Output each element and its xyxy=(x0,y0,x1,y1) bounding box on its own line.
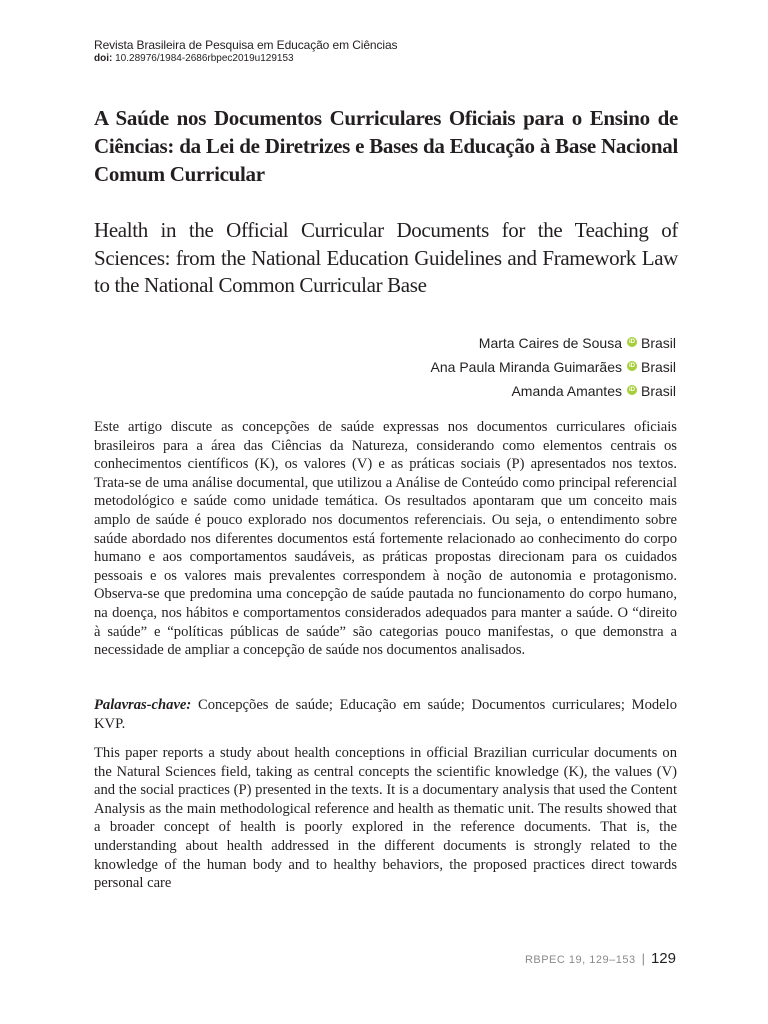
abstract-english: This paper reports a study about health conceptions in official Brazilian curricular documents on the Natural Sciences field, taking as central concepts the scientific knowledge (K), the values (V) and the social practices (P) presented in the texts. It is a documentary analysis that used the Content Analysis as the main methodological reference and health as thematic unit. The results showed that a broader concept of health is poorly explored in the reference documents. That is, the understanding about health addressed in the different documents is strongly related to the knowledge of the human body and to healthy behaviors, the proposed practices direct towards personal care xyxy=(94,745,677,892)
page-number: 129 xyxy=(650,950,676,967)
abstract-portuguese: Este artigo discute as concepções de saúde expressas nos documentos curriculares oficiais brasileiros para a área das Ciências da Natureza, considerando como elementos centrais os conhecimentos científicos (K), os valores (V) e as práticas sociais (P) apresentados nos textos. Trata-se de uma análise documental, que utilizou a Análise de Conteúdo como principal referencial metodológico e saúde como unidade temática. Os resultados apontaram que um conceito mais amplo de saúde é pouco explorado nos documentos referenciais. Ou seja, o entendimento sobre saúde abordado nos diferentes documentos está fortemente relacionado ao conhecimento do corpo humano e aos comportamentos saudáveis, as práticas propostas direcionam para os cuidados pessoais e os valores mais prevalentes correspondem à noção de autonomia e protagonismo. Observa-se que predomina uma concepção de saúde pautada no funcionamento do corpo humano, na doença, nos hábitos e comportamentos considerados adequados para manter a saúde. O “direito à saúde” e “políticas públicas de saúde” são categorias pouco manifestas, o que demonstra a necessidade de ampliar a concepção de saúde nos documentos analisados. xyxy=(94,419,677,659)
author-name: Marta Caires de Sousa xyxy=(478,335,622,351)
footer-separator: | xyxy=(641,951,645,966)
author-name: Amanda Amantes xyxy=(511,383,622,399)
journal-name: Revista Brasileira de Pesquisa em Educação em Ciências xyxy=(94,38,398,52)
orcid-icon[interactable]: iD xyxy=(628,339,635,345)
title-portuguese: A Saúde nos Documentos Curriculares Oficiais para o Ensino de Ciências: da Lei de Diretrizes e Bases da Educação à Base Nacional Comum Curricular xyxy=(94,106,678,186)
keywords xyxy=(94,696,677,733)
footer-journal-ref: RBPEC 19, 129–153 xyxy=(524,954,636,966)
author-1 xyxy=(431,331,676,355)
doi-label: doi: xyxy=(94,53,113,64)
author-3 xyxy=(431,379,676,403)
author-country: Brasil xyxy=(640,359,676,375)
page-footer xyxy=(525,950,676,968)
author-country: Brasil xyxy=(640,383,676,399)
doi-link[interactable]: 10.28976/1984-2686rbpec2019u129153 xyxy=(115,53,294,64)
orcid-icon[interactable]: iD xyxy=(628,363,635,369)
author-country: Brasil xyxy=(640,335,676,351)
keywords-text: Concepções de saúde; Educação em saúde; Documentos curriculares; Modelo KVP. xyxy=(94,697,677,732)
title-english: Health in the Official Curricular Documents for the Teaching of Sciences: from the National Education Guidelines and Framework Law to the National Common Curricular Base xyxy=(94,218,678,297)
keywords-label: Palavras-chave: xyxy=(94,697,192,713)
author-2 xyxy=(431,355,676,379)
author-name: Ana Paula Miranda Guimarães xyxy=(430,359,622,375)
doi-line xyxy=(94,53,294,64)
orcid-icon[interactable]: iD xyxy=(628,387,635,393)
author-list xyxy=(431,331,676,403)
